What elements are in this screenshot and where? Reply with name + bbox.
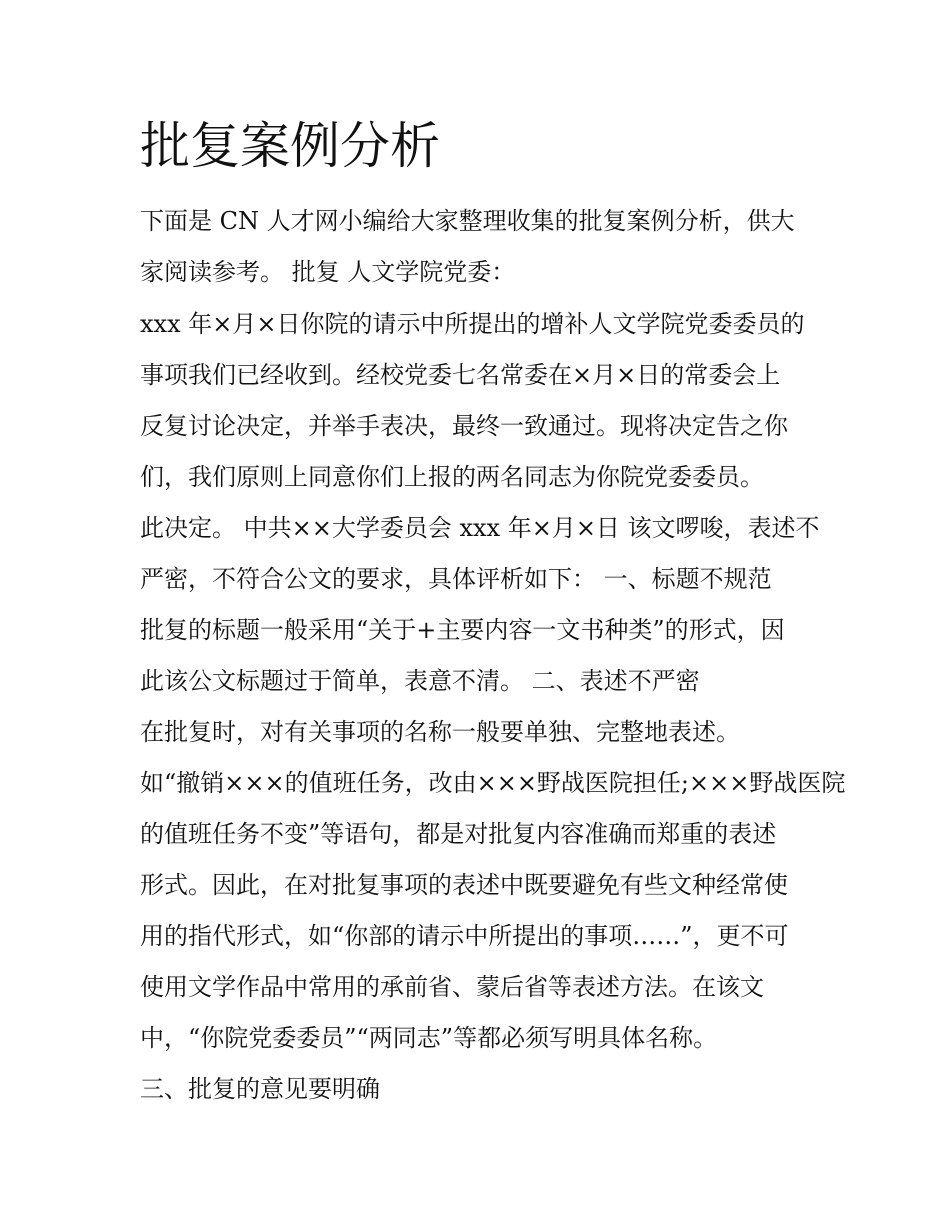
body-line: 形式。因此，在对批复事项的表述中既要避免有些文种经常使: [140, 871, 788, 899]
body-line: 此该公文标题过于简单，表意不清。 二、表述不严密: [140, 667, 700, 695]
body-line: 家阅读参考。 批复 人文学院党委：: [140, 258, 516, 286]
body-line: 严密，不符合公文的要求，具体评析如下： 一、标题不规范: [140, 565, 772, 593]
body-line: 中，“你院党委委员”“两同志”等都必须写明具体名称。: [140, 1024, 718, 1052]
body-line: 批复的标题一般采用“关于+主要内容一文书种类”的形式，因: [140, 616, 785, 644]
body-line: 们，我们原则上同意你们上报的两名同志为你院党委委员。: [140, 463, 764, 491]
body-line: 反复讨论决定，并举手表决，最终一致通过。现将决定告之你: [140, 412, 788, 440]
body-line: 此决定。 中共××大学委员会 xxx 年×月×日 该文啰唆，表述不: [140, 514, 820, 542]
body-line: xxx 年×月×日你院的请示中所提出的增补人文学院党委委员的: [140, 310, 805, 338]
body-line: 下面是 CN 人才网小编给大家整理收集的批复案例分析，供大: [140, 207, 795, 235]
body-line: 用的指代形式，如“你部的请示中所提出的事项……”，更不可: [140, 922, 789, 950]
body-line: 使用文学作品中常用的承前省、蒙后省等表述方法。在该文: [140, 973, 764, 1001]
section-heading: 三、批复的意见要明确: [140, 1075, 380, 1103]
document-title: 批复案例分析: [140, 117, 440, 175]
body-line: 在批复时，对有关事项的名称一般要单独、完整地表述。: [140, 718, 740, 746]
body-line: 如“撤销×××的值班任务，改由×××野战医院担任;×××野战医院: [140, 769, 846, 797]
body-line: 事项我们已经收到。经校党委七名常委在×月×日的常委会上: [140, 361, 781, 389]
body-line: 的值班任务不变”等语句，都是对批复内容准确而郑重的表述: [140, 820, 777, 848]
